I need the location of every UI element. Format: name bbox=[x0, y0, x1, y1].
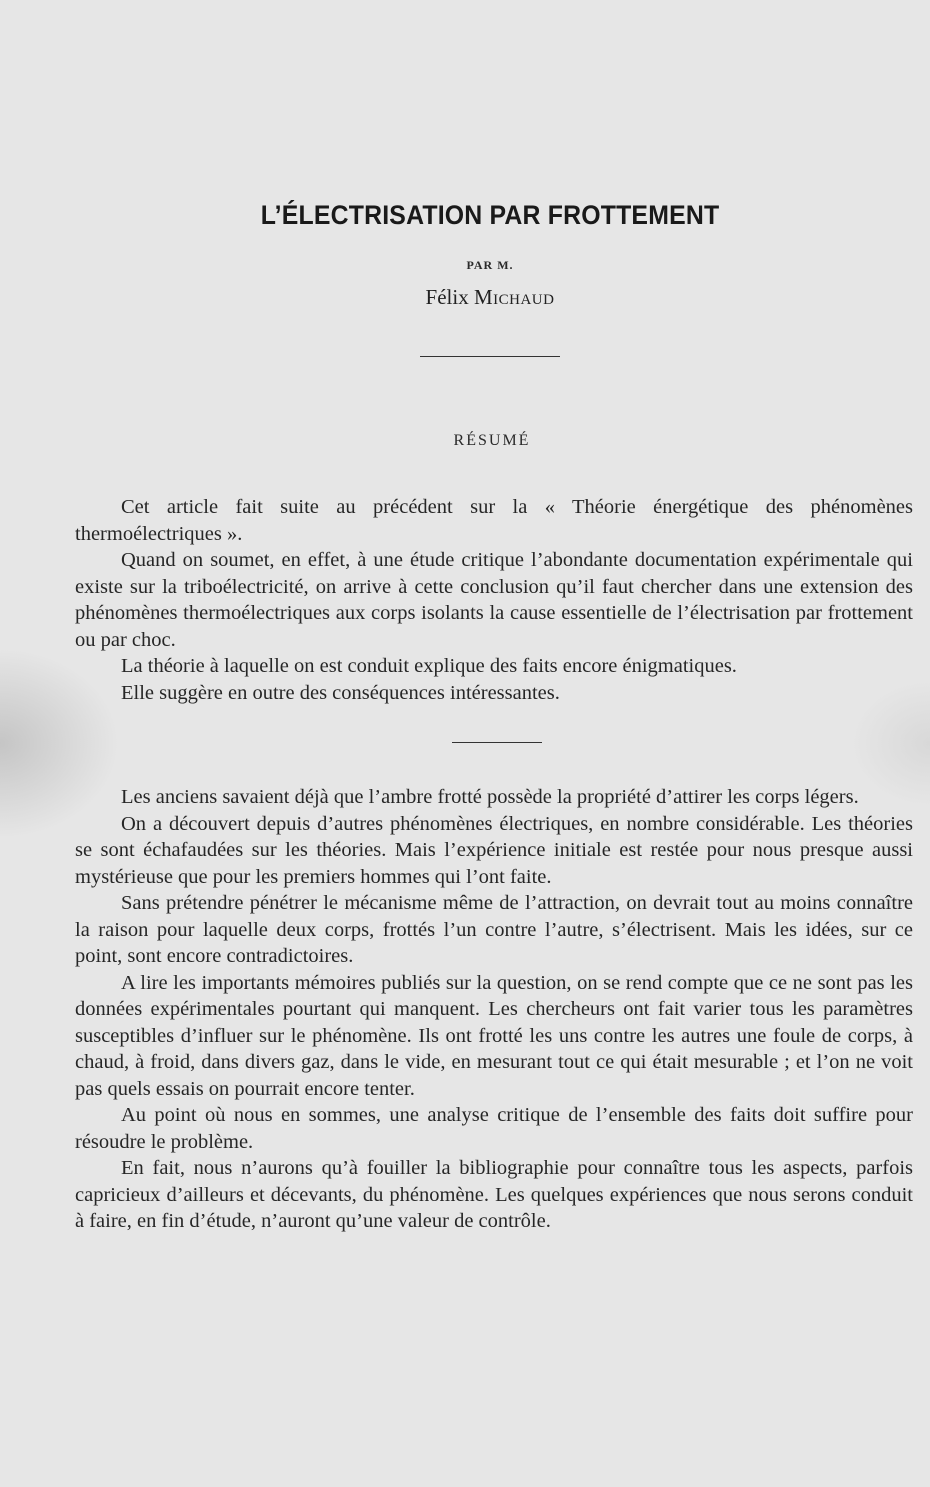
body-paragraph: En fait, nous n’aurons qu’à fouiller la bibliographie pour connaître tous les aspects, parfois capricieux d’ailleurs et décevants, du phénomène. Les quelques expériences que nous serons conduit à faire, en fin d’étude, n’auront qu’une valeur de contrôle. bbox=[75, 1157, 913, 1232]
body-paragraph: Au point où nous en sommes, une analyse critique de l’ensemble des faits doit suffire pour résoudre le problème. bbox=[75, 1104, 913, 1153]
body-paragraph: Sans prétendre pénétrer le mécanisme même de l’attraction, on devrait tout au moins connaître la raison pour laquelle deux corps, frottés l’un contre l’autre, s’électrisent. Mais les idées, sur ce point, sont encore contradictoires. bbox=[75, 892, 913, 967]
title-separator-rule bbox=[420, 356, 560, 357]
section-separator-rule bbox=[452, 742, 542, 743]
abstract bbox=[75, 494, 913, 706]
author-name bbox=[0, 285, 930, 310]
body-paragraph: A lire les importants mémoires publiés sur la question, on se rend compte que ce ne sont pas les données expérimentales pourtant qui manquent. Les chercheurs ont fait varier tous les paramètres susceptibles d’influer sur le phénomène. Ils ont frotté les uns contre les autres une foule de corps, à chaud, à froid, dans divers gaz, dans le vide, en mesurant tout ce qui était mesurable ; et l’on ne voit pas quels essais on pourrait encore tenter. bbox=[75, 971, 913, 1100]
body-paragraph: Les anciens savaient déjà que l’ambre frotté possède la propriété d’attirer les corps légers. bbox=[121, 786, 859, 808]
abstract-paragraph: La théorie à laquelle on est conduit explique des faits encore énigmatiques. bbox=[121, 655, 737, 677]
abstract-paragraph: Quand on soumet, en effet, à une étude critique l’abondante documentation expérimentale qui existe sur la triboélectricité, on arrive à cette conclusion qu’il faut chercher dans une extension des phénomènes thermoélectriques aux corps isolants la cause essentielle de l’électrisation par frottement ou par choc. bbox=[75, 549, 913, 651]
byline-prefix: PAR M. bbox=[466, 258, 514, 272]
abstract-paragraph: Elle suggère en outre des conséquences intéressantes. bbox=[121, 681, 560, 704]
article-title: L’ÉLECTRISATION PAR FROTTEMENT bbox=[260, 200, 720, 230]
article-body bbox=[75, 784, 913, 1235]
body-paragraph: On a découvert depuis d’autres phénomènes électriques, en nombre considérable. Les théories se sont échafaudées sur les théories. Mais l’expérience initiale est restée pour nous presque aussi mystérieuse que pour les premiers hommes qui l’ont faite. bbox=[75, 812, 913, 888]
author-first-name: Félix bbox=[425, 285, 469, 309]
author-last-name: Michaud bbox=[473, 285, 555, 309]
abstract-paragraph: Cet article fait suite au précédent sur la « Théorie énergétique des phénomènes thermoélectriques ». bbox=[75, 496, 913, 545]
abstract-heading: RÉSUMÉ bbox=[453, 432, 531, 449]
